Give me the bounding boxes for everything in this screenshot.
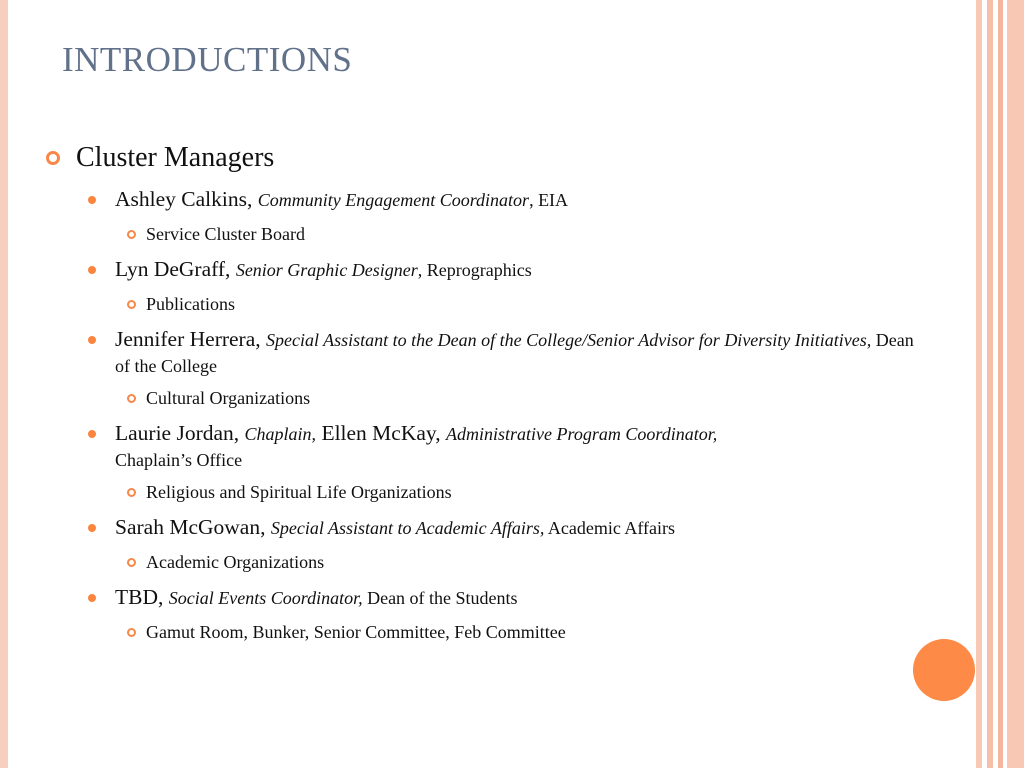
bullet-icon: [88, 196, 96, 204]
manager-office: , Reprographics: [417, 260, 532, 280]
manager-entry: [115, 327, 915, 379]
ring-bullet-icon: [127, 394, 136, 403]
manager-entry: [115, 187, 915, 213]
bullet-icon: [88, 430, 96, 438]
manager-entry: [115, 421, 915, 473]
ring-bullet-icon: [127, 300, 136, 309]
manager-role: Special Assistant to Academic Affairs,: [270, 518, 545, 538]
manager-name: Ashley Calkins,: [115, 187, 253, 211]
manager-office: Dean of the Students: [362, 588, 518, 608]
slide-border-left: [0, 0, 8, 768]
manager-name: Ellen McKay,: [321, 421, 441, 445]
cluster-list: Publications: [146, 294, 235, 314]
manager-name: Sarah McGowan,: [115, 515, 266, 539]
ring-bullet-icon: [127, 230, 136, 239]
manager-role: Chaplain,: [244, 424, 317, 444]
manager-name: Lyn DeGraff,: [115, 257, 231, 281]
bullet-icon: [88, 594, 96, 602]
decorative-circle: [913, 639, 975, 701]
ring-bullet-icon: [127, 488, 136, 497]
manager-office: Chaplain’s Office: [115, 450, 243, 470]
slide-title: INTRODUCTIONS: [62, 40, 353, 79]
manager-role: Administrative Program Coordinator,: [446, 424, 718, 444]
manager-role: Special Assistant to the Dean of the College/Senior Advisor for Diversity Initiatives,: [266, 330, 872, 350]
manager-office: Academic Affairs: [544, 518, 675, 538]
manager-entry: [115, 585, 915, 611]
cluster-list: Gamut Room, Bunker, Senior Committee, Feb Committee: [146, 622, 566, 642]
cluster-list: Religious and Spiritual Life Organizations: [146, 482, 452, 502]
manager-office: , EIA: [529, 190, 569, 210]
manager-role: Senior Graphic Designer: [235, 260, 418, 280]
cluster-list: Cultural Organizations: [146, 388, 311, 408]
cluster-list: Academic Organizations: [146, 552, 325, 572]
ring-bullet-icon: [127, 558, 136, 567]
manager-entry: [115, 257, 915, 283]
bullet-icon: [88, 266, 96, 274]
bullet-icon: [88, 524, 96, 532]
manager-name: TBD,: [115, 585, 164, 609]
manager-name: Laurie Jordan,: [115, 421, 240, 445]
ring-bullet-icon: [46, 151, 60, 165]
border-stripe: [1007, 0, 1024, 768]
ring-bullet-icon: [127, 628, 136, 637]
manager-office: Dean of the College: [115, 330, 914, 376]
manager-role: Community Engagement Coordinator: [257, 190, 530, 210]
manager-entry: [115, 515, 915, 541]
cluster-list: Service Cluster Board: [146, 224, 305, 244]
section-heading: Cluster Managers: [76, 142, 275, 173]
bullet-icon: [88, 336, 96, 344]
manager-name: Jennifer Herrera,: [115, 327, 261, 351]
manager-role: Social Events Coordinator,: [168, 588, 363, 608]
